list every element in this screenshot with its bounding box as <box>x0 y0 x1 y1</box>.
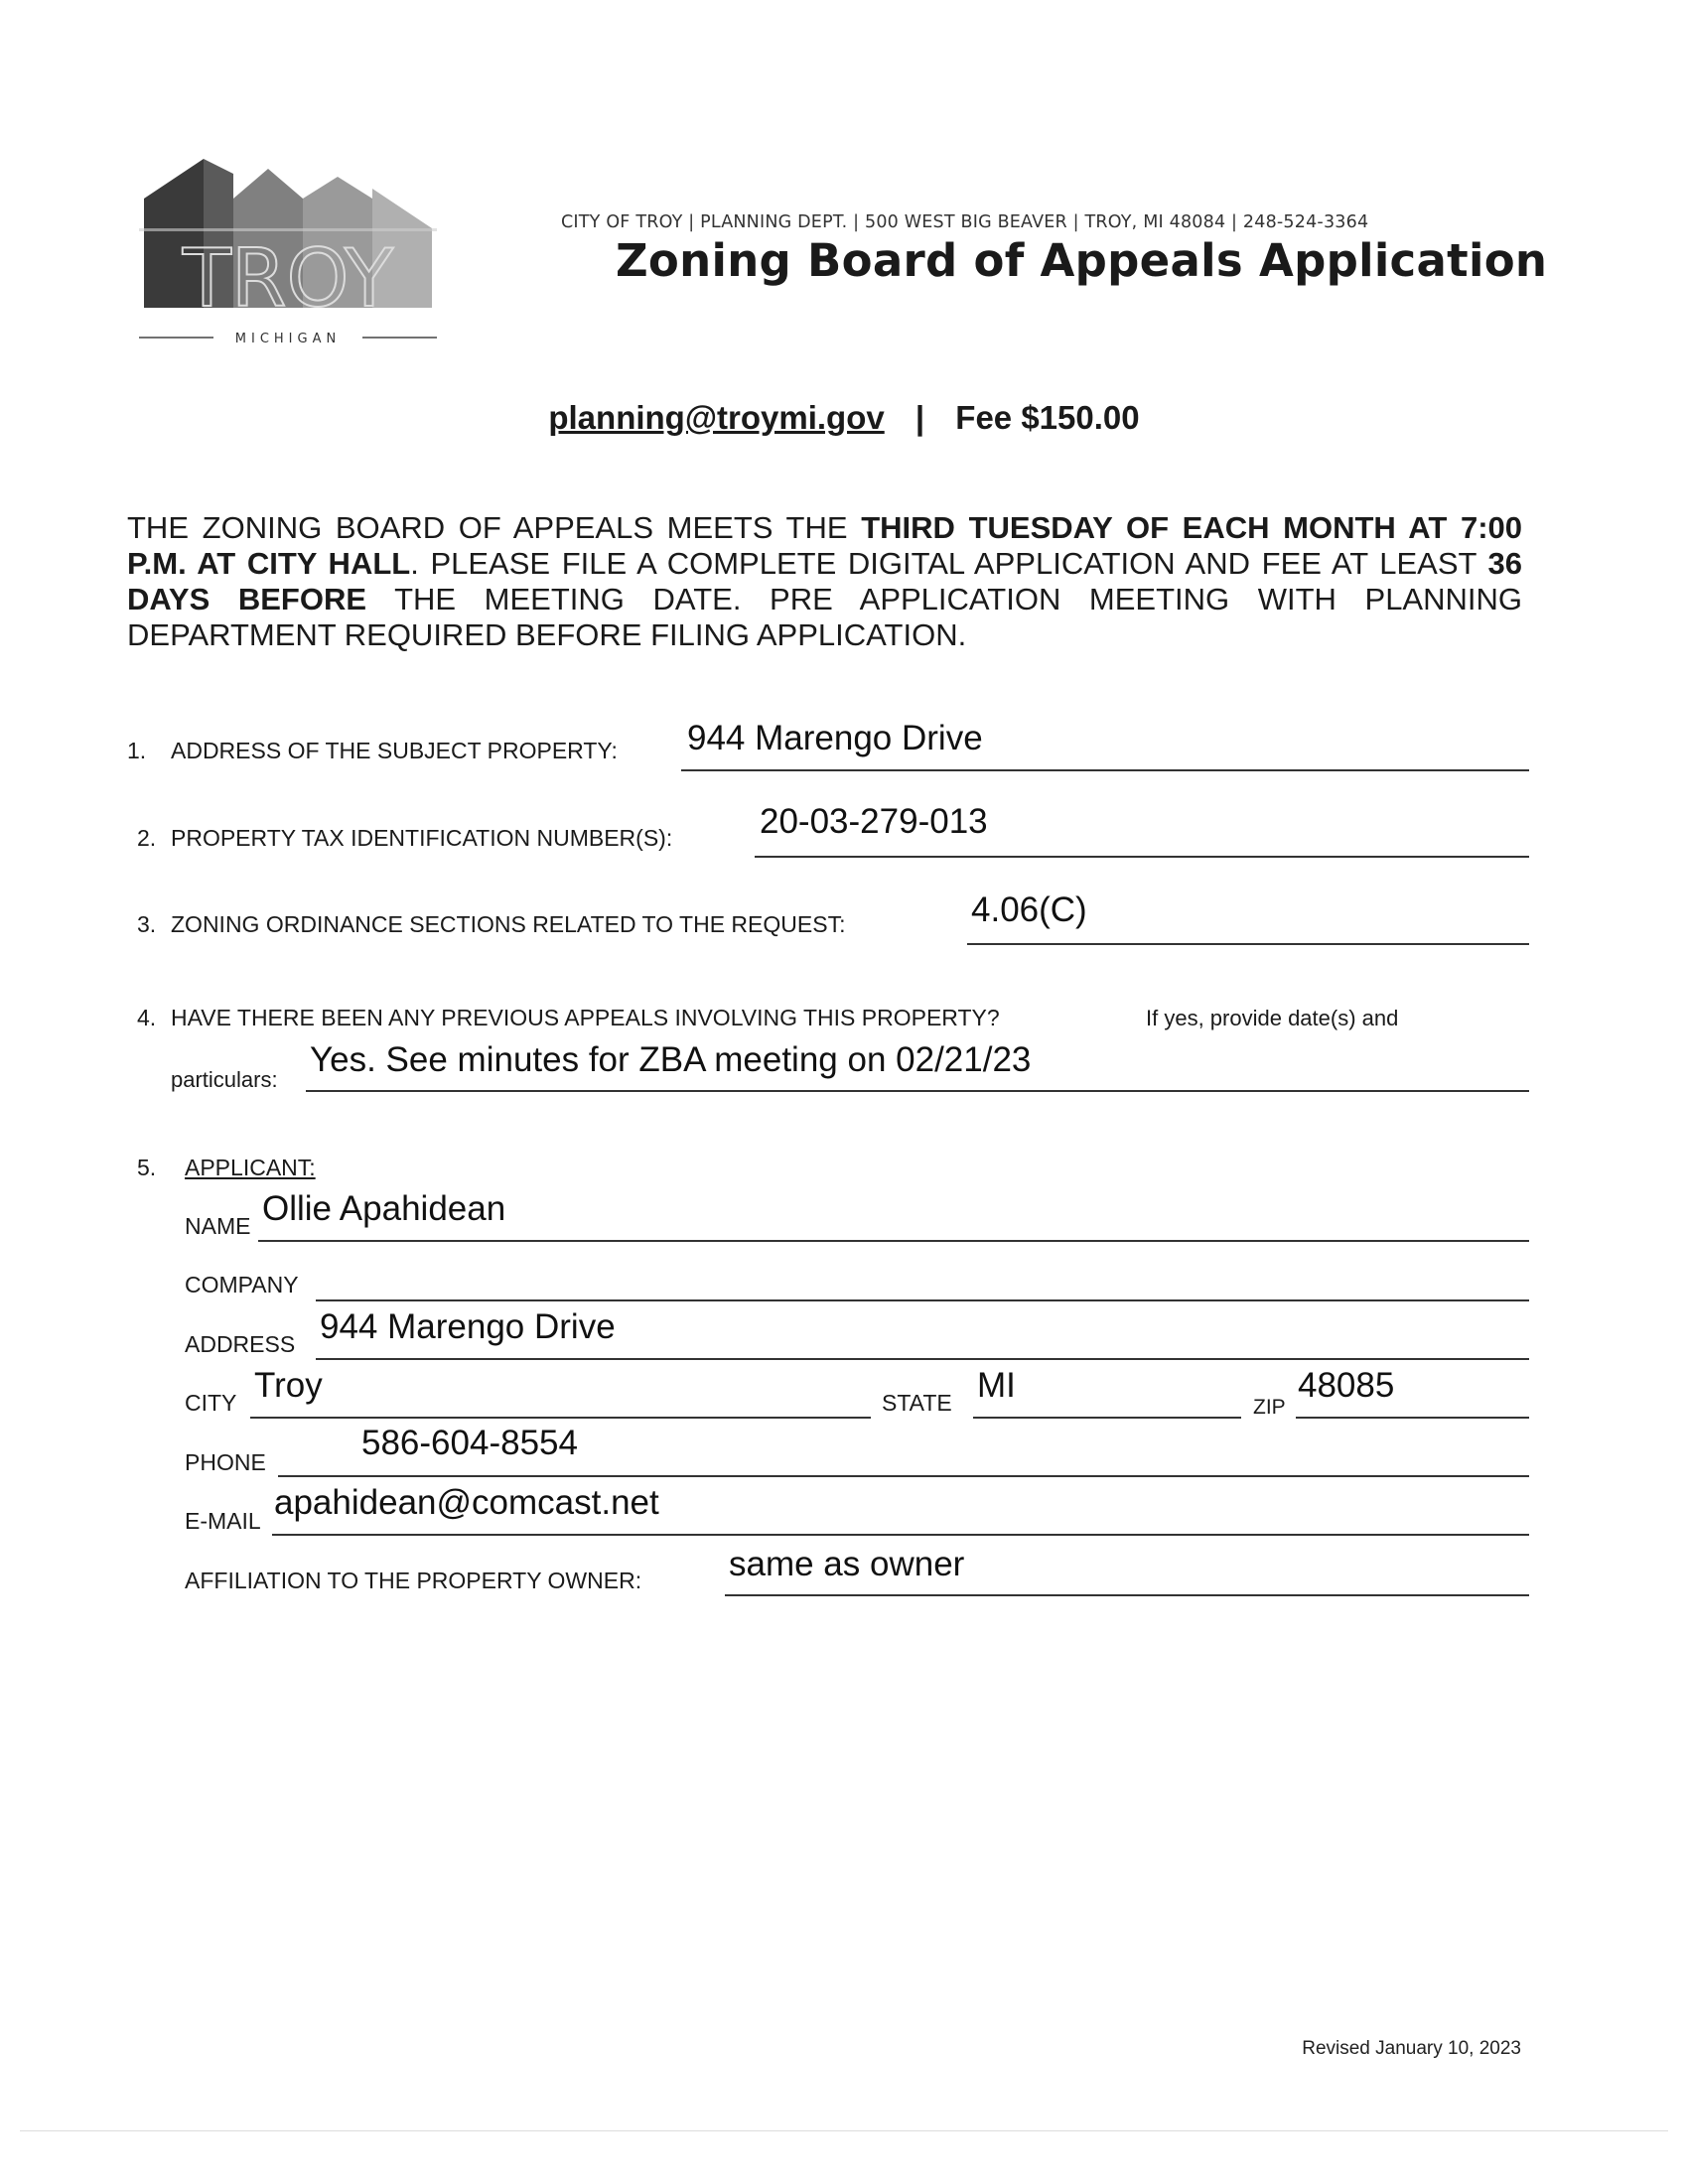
phone-underline <box>278 1475 1529 1477</box>
contact-line: CITY OF TROY | PLANNING DEPT. | 500 WEST BIG BEAVER | TROY, MI 48084 | 248-524-3364 <box>561 212 1369 232</box>
q4-underline <box>306 1090 1529 1092</box>
applicant-name-field[interactable]: Ollie Apahidean <box>262 1189 506 1228</box>
troy-michigan-logo <box>139 159 437 347</box>
applicant-address-field[interactable]: 944 Marengo Drive <box>320 1307 616 1346</box>
email-fee-line <box>0 399 1688 437</box>
logo-subtitle: MICHIGAN <box>234 332 342 346</box>
q1-number: 1. <box>127 738 147 763</box>
email-underline <box>272 1534 1529 1536</box>
zip-underline <box>1296 1417 1529 1419</box>
q4-hint: If yes, provide date(s) and <box>1146 1006 1399 1030</box>
company-label: COMPANY <box>185 1272 299 1297</box>
applicant-state-field[interactable]: MI <box>977 1366 1016 1405</box>
city-underline <box>250 1417 871 1419</box>
q4-number: 4. <box>137 1005 157 1030</box>
q3-label: ZONING ORDINANCE SECTIONS RELATED TO THE REQUEST: <box>171 911 846 937</box>
state-underline <box>973 1417 1241 1419</box>
ordinance-sections-field[interactable]: 4.06(C) <box>971 890 1087 929</box>
q5-number: 5. <box>137 1155 157 1180</box>
applicant-city-field[interactable]: Troy <box>254 1366 323 1405</box>
applicant-zip-field[interactable]: 48085 <box>1298 1366 1395 1405</box>
q2-underline <box>755 856 1529 858</box>
zip-label: ZIP <box>1253 1396 1286 1419</box>
separator: | <box>914 399 925 436</box>
fee-amount: Fee $150.00 <box>955 399 1140 436</box>
q4-label: HAVE THERE BEEN ANY PREVIOUS APPEALS INVOLVING THIS PROPERTY? <box>171 1005 1000 1030</box>
state-label: STATE <box>882 1390 952 1416</box>
q3-number: 3. <box>137 911 157 937</box>
affiliation-underline <box>725 1594 1529 1596</box>
page-title: Zoning Board of Appeals Application <box>616 234 1548 287</box>
applicant-phone-field[interactable]: 586-604-8554 <box>361 1424 578 1462</box>
q1-underline <box>681 769 1529 771</box>
address-underline <box>316 1358 1529 1360</box>
name-underline <box>258 1240 1529 1242</box>
revision-date: Revised January 10, 2023 <box>1302 2038 1521 2059</box>
phone-label: PHONE <box>185 1449 266 1475</box>
q2-number: 2. <box>137 825 157 851</box>
previous-appeals-field[interactable]: Yes. See minutes for ZBA meeting on 02/21/23 <box>310 1040 1032 1079</box>
q3-underline <box>967 943 1529 945</box>
q1-label: ADDRESS OF THE SUBJECT PROPERTY: <box>171 738 618 763</box>
subject-property-address-field[interactable]: 944 Marengo Drive <box>687 719 983 757</box>
applicant-heading: APPLICANT: <box>185 1155 316 1180</box>
page-edge-line <box>20 2130 1668 2131</box>
city-label: CITY <box>185 1390 237 1416</box>
affiliation-label: AFFILIATION TO THE PROPERTY OWNER: <box>185 1568 642 1593</box>
meeting-notice: THE ZONING BOARD OF APPEALS MEETS THE THIRD TUESDAY OF EACH MONTH AT 7:00 P.M. AT CITY HALL. PLEASE FILE A COMPLETE DIGITAL APPLICATION AND FEE AT LEAST 36 DAYS BEFORE THE MEETING DATE. PRE APPLICATION MEETING WITH PLANNING DEPARTMENT REQUIRED BEFORE FILING APPLICATION. <box>127 510 1523 652</box>
name-label: NAME <box>185 1213 251 1239</box>
q2-label: PROPERTY TAX IDENTIFICATION NUMBER(S): <box>171 825 673 851</box>
q4-particulars-label: particulars: <box>171 1067 278 1092</box>
tax-id-field[interactable]: 20-03-279-013 <box>760 802 988 841</box>
applicant-email-field[interactable]: apahidean@comcast.net <box>274 1483 659 1522</box>
planning-email-link[interactable]: planning@troymi.gov <box>548 399 885 436</box>
logo-wordmark: TROY <box>183 232 393 325</box>
address-label: ADDRESS <box>185 1331 296 1357</box>
company-underline <box>316 1299 1529 1301</box>
affiliation-field[interactable]: same as owner <box>729 1545 965 1583</box>
email-label: E-MAIL <box>185 1508 261 1534</box>
